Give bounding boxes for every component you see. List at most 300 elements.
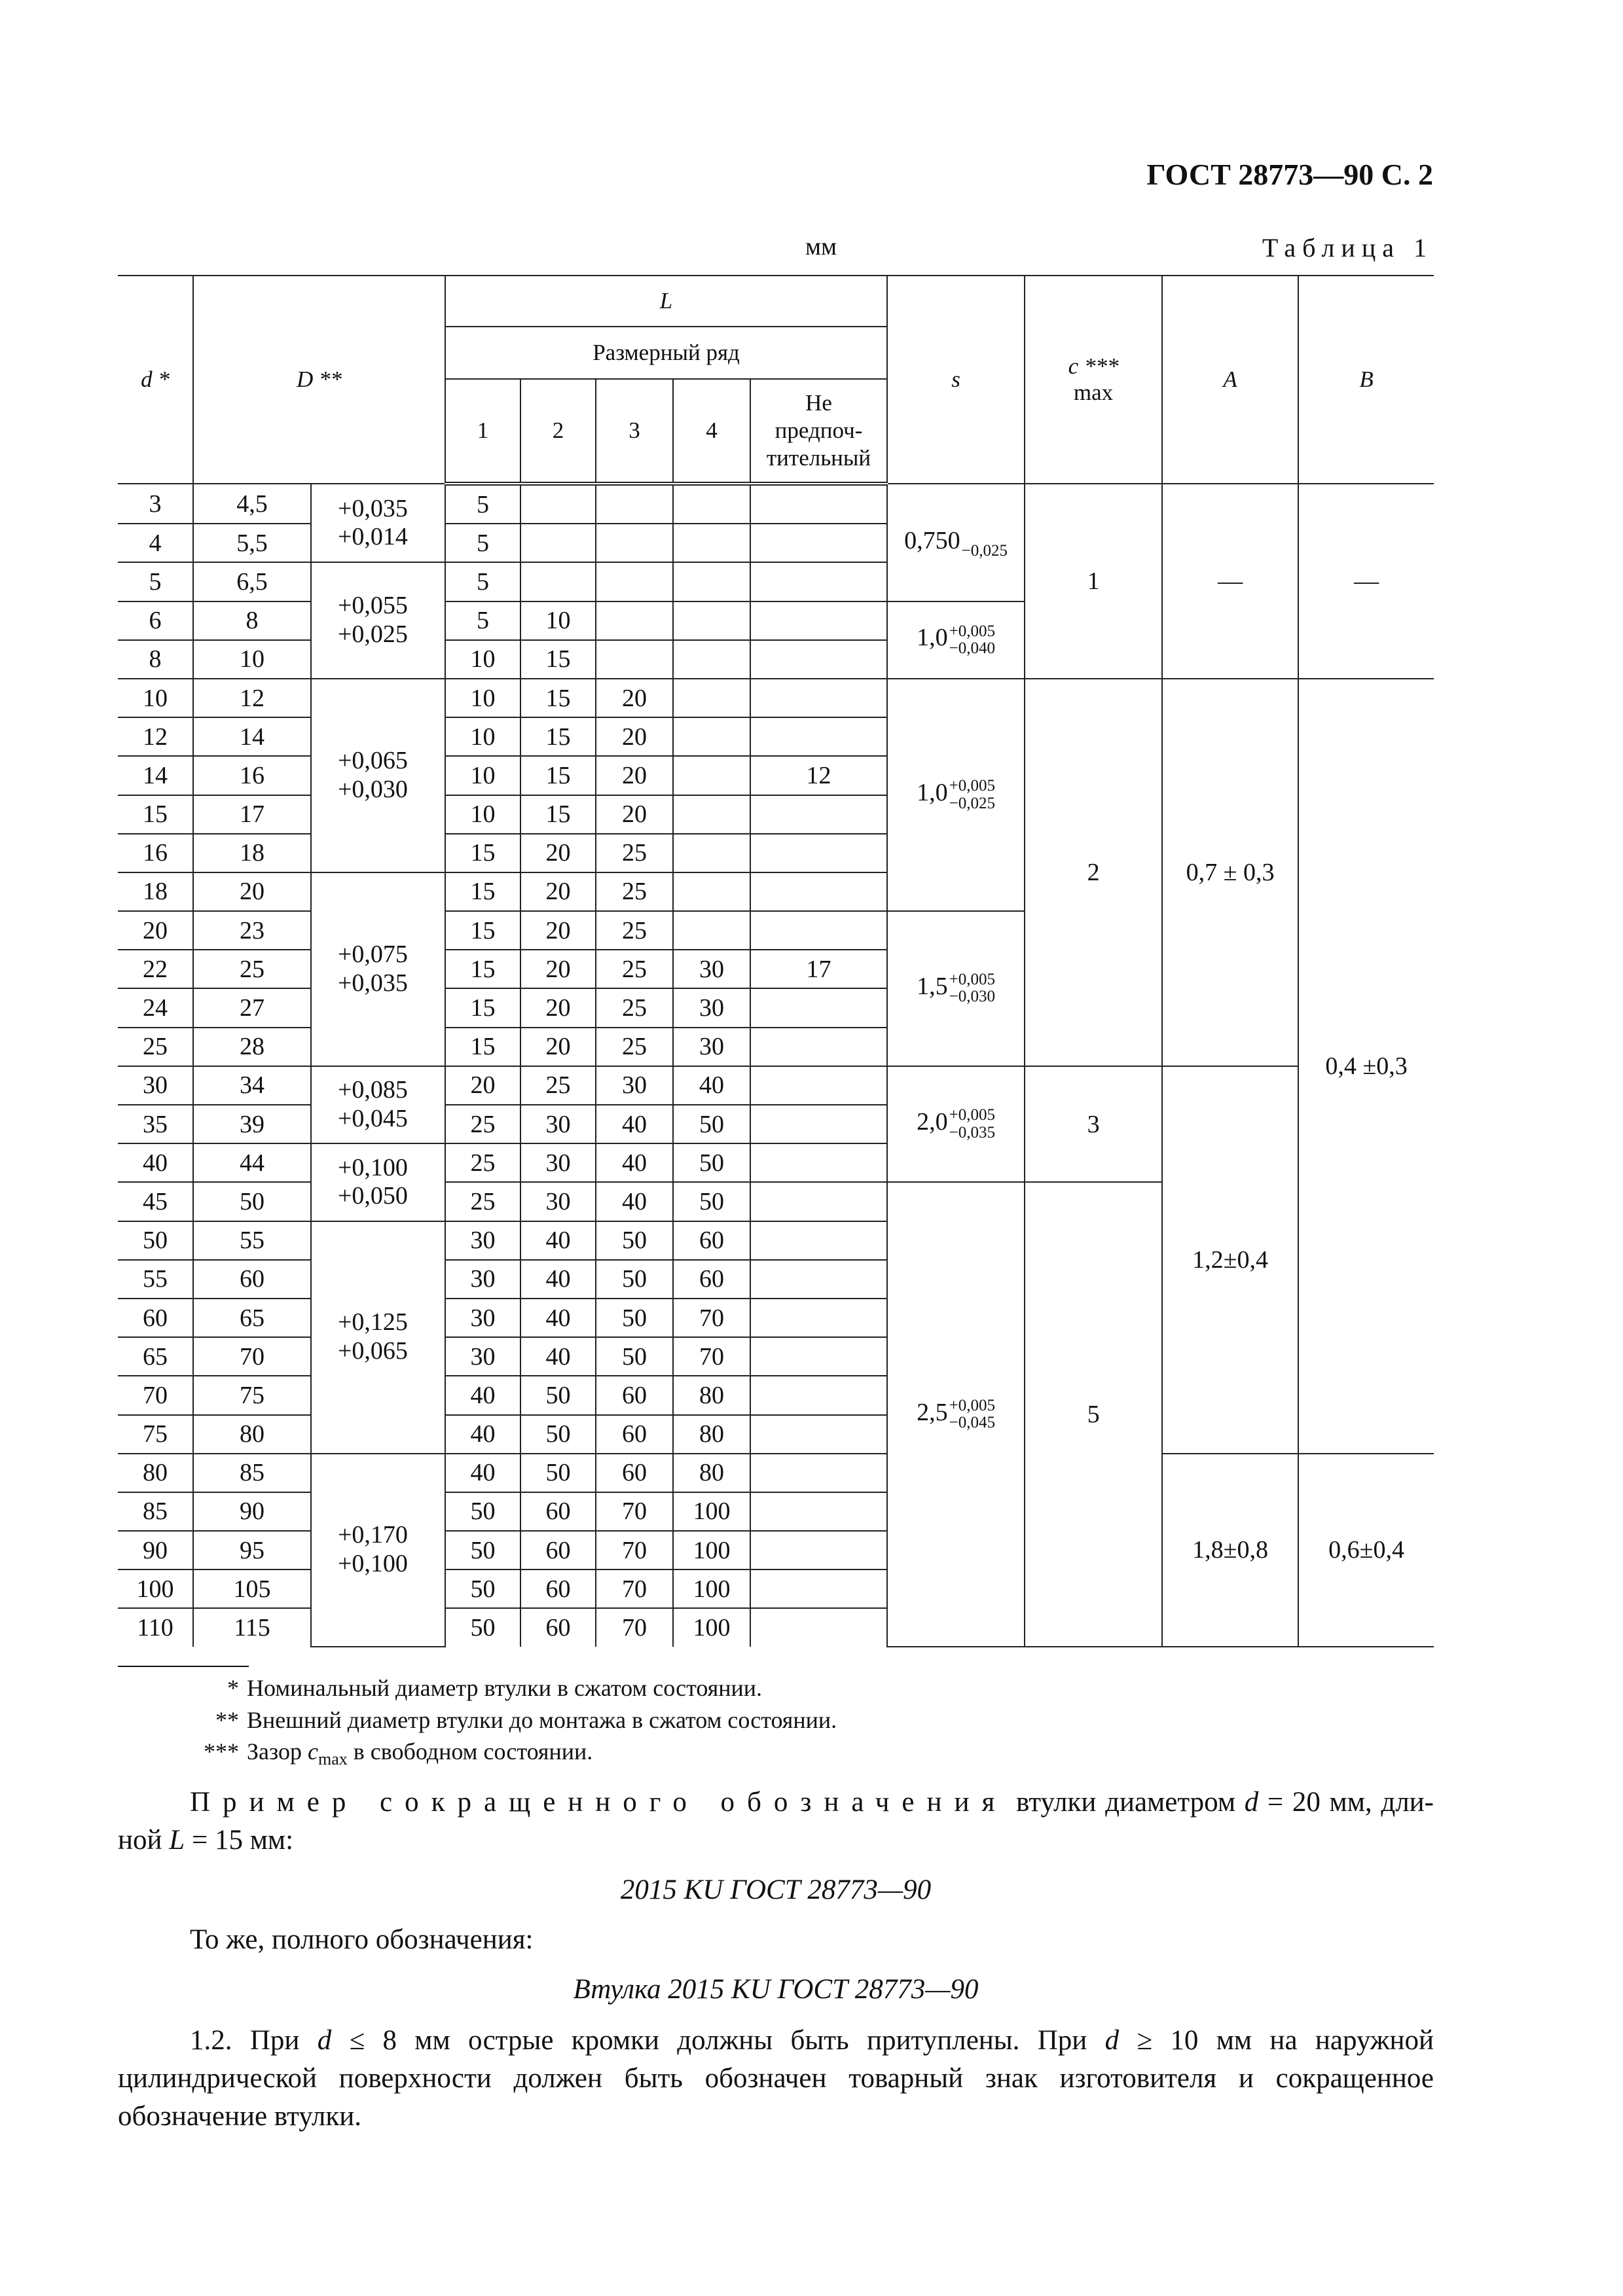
example-d-var: d	[1244, 1787, 1259, 1818]
cell-L4	[673, 601, 750, 640]
cell-L4: 60	[673, 1221, 750, 1260]
cell-L1: 10	[445, 679, 520, 717]
cell-D: 10	[193, 640, 311, 679]
cell-c: 5	[1025, 1182, 1162, 1646]
cell-D-tolerance	[311, 1454, 445, 1647]
cell-L-nonpreferred	[750, 601, 887, 640]
s-base: 1,0	[917, 779, 948, 807]
cell-L-nonpreferred	[750, 1531, 887, 1570]
cell-L4: 80	[673, 1454, 750, 1492]
cell-L3: 40	[596, 1143, 673, 1182]
cell-L-nonpreferred	[750, 1492, 887, 1531]
cell-L2: 60	[520, 1608, 596, 1646]
cell-L2: 20	[520, 911, 596, 950]
cell-L1: 50	[445, 1531, 520, 1570]
footnote-text: Номинальный диаметр втулки в сжатом состоянии.	[247, 1675, 763, 1701]
cell-D: 44	[193, 1143, 311, 1182]
cell-L2	[520, 524, 596, 562]
cell-L2: 15	[520, 679, 596, 717]
cell-L4: 30	[673, 950, 750, 988]
cell-L1: 25	[445, 1143, 520, 1182]
section-text-3: ≥ 10 мм на наружной цилиндрической поверхности должен быть обозначен товарный знак изготовителя и сокращенное обозначение втулки.	[118, 2025, 1434, 2132]
cell-D-tolerance	[311, 1066, 445, 1143]
cell-L3	[596, 601, 673, 640]
cell-L4: 60	[673, 1260, 750, 1299]
header-nonpref-line1: Не	[805, 390, 832, 416]
cell-s	[887, 911, 1025, 1066]
cell-L3: 20	[596, 756, 673, 795]
s-upper: +0,005	[949, 777, 995, 795]
cell-D: 16	[193, 756, 311, 795]
cell-L-nonpreferred	[750, 1182, 887, 1221]
cell-A: —	[1162, 484, 1298, 679]
cell-L2: 30	[520, 1143, 596, 1182]
tolerance-lower: +0,100	[338, 1550, 408, 1578]
cell-L1: 30	[445, 1260, 520, 1299]
header-s: s	[887, 276, 1025, 484]
cell-d: 100	[118, 1570, 193, 1608]
cell-L2: 50	[520, 1415, 596, 1454]
cell-L2: 20	[520, 834, 596, 872]
cell-L1: 50	[445, 1492, 520, 1531]
footnote-1	[118, 1672, 837, 1704]
cell-L3: 60	[596, 1415, 673, 1454]
short-designation: 2015 KU ГОСТ 28773—90	[620, 1874, 932, 1906]
header-series: Размерный ряд	[445, 327, 887, 379]
tolerance-lower: +0,050	[338, 1182, 408, 1210]
tolerance-upper: +0,085	[338, 1076, 408, 1104]
cell-L-nonpreferred: 12	[750, 756, 887, 795]
s-deviations	[949, 1397, 995, 1432]
s-upper: +0,005	[949, 622, 995, 640]
cell-L2: 40	[520, 1221, 596, 1260]
cell-D: 60	[193, 1260, 311, 1299]
footnotes	[118, 1672, 837, 1770]
cell-L3: 20	[596, 795, 673, 834]
tolerance-upper: +0,100	[338, 1153, 408, 1181]
cell-L2: 50	[520, 1376, 596, 1414]
cell-L-nonpreferred	[750, 1570, 887, 1608]
cell-L3: 70	[596, 1531, 673, 1570]
cell-s	[887, 1182, 1025, 1646]
footnote-mark: **	[215, 1706, 239, 1733]
tolerance-lower: +0,014	[338, 523, 408, 551]
cell-L4: 30	[673, 988, 750, 1027]
cell-L1: 10	[445, 795, 520, 834]
cell-L1: 25	[445, 1105, 520, 1143]
cell-L-nonpreferred	[750, 1105, 887, 1143]
cell-D: 28	[193, 1028, 311, 1066]
cell-L2	[520, 484, 596, 524]
cell-L2: 20	[520, 1028, 596, 1066]
cell-L3: 25	[596, 911, 673, 950]
s-base: 0,750	[904, 526, 960, 554]
cell-L-nonpreferred	[750, 1376, 887, 1414]
cell-L4: 100	[673, 1531, 750, 1570]
cell-L1: 5	[445, 562, 520, 601]
cell-L-nonpreferred	[750, 1143, 887, 1182]
example-line2: ной	[118, 1825, 162, 1856]
cell-L1: 30	[445, 1337, 520, 1376]
cell-d: 5	[118, 562, 193, 601]
cell-c: 1	[1025, 484, 1162, 679]
s-base: 1,5	[917, 973, 948, 1001]
cell-d: 70	[118, 1376, 193, 1414]
cell-D: 27	[193, 988, 311, 1027]
s-upper: +0,005	[949, 1106, 995, 1124]
cell-L3: 20	[596, 679, 673, 717]
table-row	[118, 1066, 1434, 1105]
footnote-text-after: в свободном состоянии.	[353, 1738, 593, 1765]
header-L: L	[445, 276, 887, 327]
cell-d: 14	[118, 756, 193, 795]
cell-L4: 80	[673, 1376, 750, 1414]
cell-L2: 30	[520, 1182, 596, 1221]
cell-L4: 70	[673, 1337, 750, 1376]
cell-L1: 15	[445, 911, 520, 950]
cell-D: 80	[193, 1415, 311, 1454]
header-c-max: max	[1073, 380, 1114, 405]
cell-L-nonpreferred	[750, 834, 887, 872]
header-d: d *	[118, 276, 193, 484]
spec-table	[118, 275, 1434, 1647]
cell-L4: 100	[673, 1570, 750, 1608]
cell-D: 70	[193, 1337, 311, 1376]
tolerance-lower: +0,045	[338, 1105, 408, 1132]
spec-table-container	[118, 275, 1434, 1647]
cell-D: 39	[193, 1105, 311, 1143]
example-L-var: L	[169, 1825, 185, 1856]
cell-L-nonpreferred	[750, 640, 887, 679]
cell-L-nonpreferred	[750, 562, 887, 601]
cell-L3	[596, 484, 673, 524]
header-A: A	[1162, 276, 1298, 484]
cell-d: 90	[118, 1531, 193, 1570]
cell-L-nonpreferred	[750, 911, 887, 950]
cell-L4	[673, 484, 750, 524]
cell-D-tolerance	[311, 1143, 445, 1221]
s-lower: −0,045	[949, 1414, 995, 1431]
cell-L-nonpreferred	[750, 484, 887, 524]
cell-L4	[673, 834, 750, 872]
cell-L-nonpreferred	[750, 872, 887, 911]
cell-L1: 10	[445, 640, 520, 679]
footnote-text	[247, 1736, 593, 1770]
cell-d: 15	[118, 795, 193, 834]
s-lower: −0,025	[949, 794, 995, 812]
cell-L4	[673, 717, 750, 756]
cell-L-nonpreferred	[750, 1415, 887, 1454]
cell-D-tolerance	[311, 679, 445, 872]
cell-L3: 20	[596, 717, 673, 756]
cell-L3: 40	[596, 1182, 673, 1221]
cell-L2: 20	[520, 872, 596, 911]
tolerance-lower: +0,065	[338, 1337, 408, 1365]
section-1-2	[118, 2022, 1434, 2136]
cell-L4: 100	[673, 1608, 750, 1646]
cell-L2: 20	[520, 988, 596, 1027]
example-paragraph	[118, 1784, 1434, 1859]
s-base: 2,0	[917, 1108, 948, 1136]
cell-L1: 15	[445, 1028, 520, 1066]
cell-L3: 70	[596, 1570, 673, 1608]
header-B: B	[1298, 276, 1434, 484]
cell-L2	[520, 562, 596, 601]
footnote-text-before: Зазор	[247, 1738, 302, 1765]
cell-L3: 25	[596, 988, 673, 1027]
cell-L4	[673, 911, 750, 950]
cell-A: 0,7 ± 0,3	[1162, 679, 1298, 1066]
cell-D: 5,5	[193, 524, 311, 562]
tolerance-lower: +0,035	[338, 969, 408, 997]
s-deviations	[949, 778, 995, 812]
cell-L1: 50	[445, 1608, 520, 1646]
footnote-2	[118, 1704, 837, 1736]
s-base: 1,0	[917, 624, 948, 652]
cell-L2: 15	[520, 795, 596, 834]
table-row	[118, 1454, 1434, 1492]
cell-L1: 15	[445, 950, 520, 988]
cell-s	[887, 601, 1025, 679]
cell-L1: 40	[445, 1454, 520, 1492]
s-upper: +0,005	[949, 971, 995, 989]
cell-L-nonpreferred	[750, 679, 887, 717]
designation-example	[118, 1784, 1434, 2136]
cell-d: 65	[118, 1337, 193, 1376]
tolerance-upper: +0,065	[338, 747, 408, 775]
footnote-divider	[118, 1666, 249, 1667]
cell-L4: 50	[673, 1143, 750, 1182]
cell-L1: 40	[445, 1376, 520, 1414]
cell-d: 8	[118, 640, 193, 679]
cell-D: 105	[193, 1570, 311, 1608]
cell-L3: 50	[596, 1299, 673, 1337]
cell-d: 22	[118, 950, 193, 988]
header-nonpref-line3: тительный	[766, 445, 871, 471]
footnote-sub: max	[318, 1749, 348, 1769]
cell-L2: 30	[520, 1105, 596, 1143]
table-row	[118, 484, 1434, 524]
tolerance-upper: +0,035	[338, 494, 408, 522]
cell-D-tolerance	[311, 1221, 445, 1454]
cell-L-nonpreferred	[750, 1028, 887, 1066]
cell-L1: 5	[445, 484, 520, 524]
cell-L2: 20	[520, 950, 596, 988]
cell-L2: 40	[520, 1260, 596, 1299]
header-c	[1025, 276, 1162, 484]
cell-L-nonpreferred	[750, 717, 887, 756]
cell-L1: 10	[445, 756, 520, 795]
cell-D: 55	[193, 1221, 311, 1260]
example-lead-rest: втулки диаметром	[1015, 1787, 1236, 1818]
cell-L3: 40	[596, 1105, 673, 1143]
cell-L1: 15	[445, 872, 520, 911]
cell-d: 25	[118, 1028, 193, 1066]
cell-L-nonpreferred	[750, 1299, 887, 1337]
cell-L3: 25	[596, 950, 673, 988]
s-lower: −0,030	[949, 988, 995, 1006]
cell-D: 14	[193, 717, 311, 756]
cell-D: 23	[193, 911, 311, 950]
tolerance-lower: +0,025	[338, 620, 408, 649]
cell-d: 55	[118, 1260, 193, 1299]
cell-d: 85	[118, 1492, 193, 1531]
cell-L4	[673, 795, 750, 834]
cell-L2: 60	[520, 1570, 596, 1608]
cell-L4: 50	[673, 1182, 750, 1221]
s-deviations	[962, 526, 1008, 560]
s-deviations	[949, 623, 995, 658]
cell-D: 115	[193, 1608, 311, 1646]
cell-L2: 15	[520, 717, 596, 756]
cell-L2: 60	[520, 1492, 596, 1531]
cell-L3: 25	[596, 872, 673, 911]
cell-d: 35	[118, 1105, 193, 1143]
cell-D: 95	[193, 1531, 311, 1570]
cell-L2: 15	[520, 640, 596, 679]
cell-d: 16	[118, 834, 193, 872]
cell-s-value	[917, 1106, 995, 1141]
cell-d: 3	[118, 484, 193, 524]
cell-D: 34	[193, 1066, 311, 1105]
cell-L1: 50	[445, 1570, 520, 1608]
cell-d: 6	[118, 601, 193, 640]
cell-L4: 70	[673, 1299, 750, 1337]
cell-L-nonpreferred	[750, 988, 887, 1027]
cell-L4: 50	[673, 1105, 750, 1143]
page-title: ГОСТ 28773—90 С. 2	[1146, 158, 1433, 191]
s-lower: −0,035	[949, 1123, 995, 1141]
cell-L-nonpreferred: 17	[750, 950, 887, 988]
cell-d: 50	[118, 1221, 193, 1260]
footnote-3	[118, 1736, 837, 1770]
cell-L-nonpreferred	[750, 795, 887, 834]
cell-L3: 70	[596, 1492, 673, 1531]
cell-L2: 25	[520, 1066, 596, 1105]
cell-D: 18	[193, 834, 311, 872]
cell-L3	[596, 524, 673, 562]
cell-D: 20	[193, 872, 311, 911]
cell-d: 75	[118, 1415, 193, 1454]
cell-L3: 50	[596, 1337, 673, 1376]
cell-L2: 15	[520, 756, 596, 795]
cell-D: 6,5	[193, 562, 311, 601]
cell-L-nonpreferred	[750, 1608, 887, 1646]
cell-D: 25	[193, 950, 311, 988]
cell-L3: 70	[596, 1608, 673, 1646]
same-full-text: То же, полного обозначения:	[190, 1924, 534, 1956]
cell-L2: 10	[520, 601, 596, 640]
cell-L-nonpreferred	[750, 1454, 887, 1492]
cell-L2: 40	[520, 1337, 596, 1376]
cell-s-value	[904, 526, 1008, 560]
cell-L4: 100	[673, 1492, 750, 1531]
section-var-d2: d	[1104, 2025, 1120, 2056]
cell-L3: 25	[596, 834, 673, 872]
cell-D-tolerance	[311, 484, 445, 562]
cell-L4: 80	[673, 1415, 750, 1454]
cell-D: 50	[193, 1182, 311, 1221]
cell-L1: 15	[445, 988, 520, 1027]
cell-d: 45	[118, 1182, 193, 1221]
cell-D: 4,5	[193, 484, 311, 524]
example-L-eq: = 15 мм:	[191, 1825, 294, 1856]
header-series-3: 3	[596, 379, 673, 484]
cell-L1: 30	[445, 1221, 520, 1260]
table-title: Таблица 1	[1262, 233, 1433, 262]
cell-s-value	[917, 1396, 995, 1431]
cell-L3: 60	[596, 1376, 673, 1414]
cell-D: 8	[193, 601, 311, 640]
header-series-4: 4	[673, 379, 750, 484]
footnote-mark: *	[227, 1675, 239, 1701]
cell-L1: 25	[445, 1182, 520, 1221]
footnote-text: Внешний диаметр втулки до монтажа в сжатом состоянии.	[247, 1706, 837, 1733]
cell-D-tolerance	[311, 562, 445, 679]
cell-d: 4	[118, 524, 193, 562]
cell-L1: 20	[445, 1066, 520, 1105]
table-units: мм	[805, 233, 837, 260]
tolerance-lower: +0,030	[338, 775, 408, 803]
s-upper	[962, 526, 1008, 543]
s-deviations	[949, 1107, 995, 1141]
cell-D: 75	[193, 1376, 311, 1414]
cell-A: 1,2±0,4	[1162, 1066, 1298, 1454]
cell-L-nonpreferred	[750, 1066, 887, 1105]
s-upper: +0,005	[949, 1396, 995, 1414]
cell-L3	[596, 640, 673, 679]
footnote-mark: ***	[204, 1738, 239, 1765]
header-D: D **	[193, 276, 445, 484]
s-deviations	[949, 971, 995, 1006]
header-nonpref-line2: предпоч-	[775, 418, 863, 443]
full-designation: Втулка 2015 KU ГОСТ 28773—90	[573, 1974, 979, 2005]
cell-L-nonpreferred	[750, 1221, 887, 1260]
s-lower: −0,040	[949, 639, 995, 657]
cell-L4	[673, 640, 750, 679]
cell-D: 85	[193, 1454, 311, 1492]
cell-d: 80	[118, 1454, 193, 1492]
cell-L4	[673, 679, 750, 717]
cell-d: 30	[118, 1066, 193, 1105]
cell-B: 0,4 ±0,3	[1298, 679, 1434, 1454]
cell-d: 110	[118, 1608, 193, 1646]
cell-L-nonpreferred	[750, 1337, 887, 1376]
cell-s-value	[917, 777, 995, 812]
cell-d: 24	[118, 988, 193, 1027]
cell-d: 10	[118, 679, 193, 717]
s-lower: −0,025	[961, 541, 1008, 560]
tolerance-upper: +0,170	[338, 1521, 408, 1549]
cell-L3: 30	[596, 1066, 673, 1105]
cell-L4	[673, 872, 750, 911]
cell-L4	[673, 756, 750, 795]
cell-L2: 50	[520, 1454, 596, 1492]
header-series-1: 1	[445, 379, 520, 484]
cell-d: 12	[118, 717, 193, 756]
cell-L3: 50	[596, 1260, 673, 1299]
cell-L4: 30	[673, 1028, 750, 1066]
cell-L3: 60	[596, 1454, 673, 1492]
cell-d: 18	[118, 872, 193, 911]
cell-L3: 50	[596, 1221, 673, 1260]
cell-L1: 10	[445, 717, 520, 756]
cell-B: 0,6±0,4	[1298, 1454, 1434, 1647]
example-d-eq: = 20 мм, дли-	[1267, 1787, 1434, 1818]
cell-L1: 15	[445, 834, 520, 872]
cell-s	[887, 679, 1025, 911]
cell-B: —	[1298, 484, 1434, 679]
